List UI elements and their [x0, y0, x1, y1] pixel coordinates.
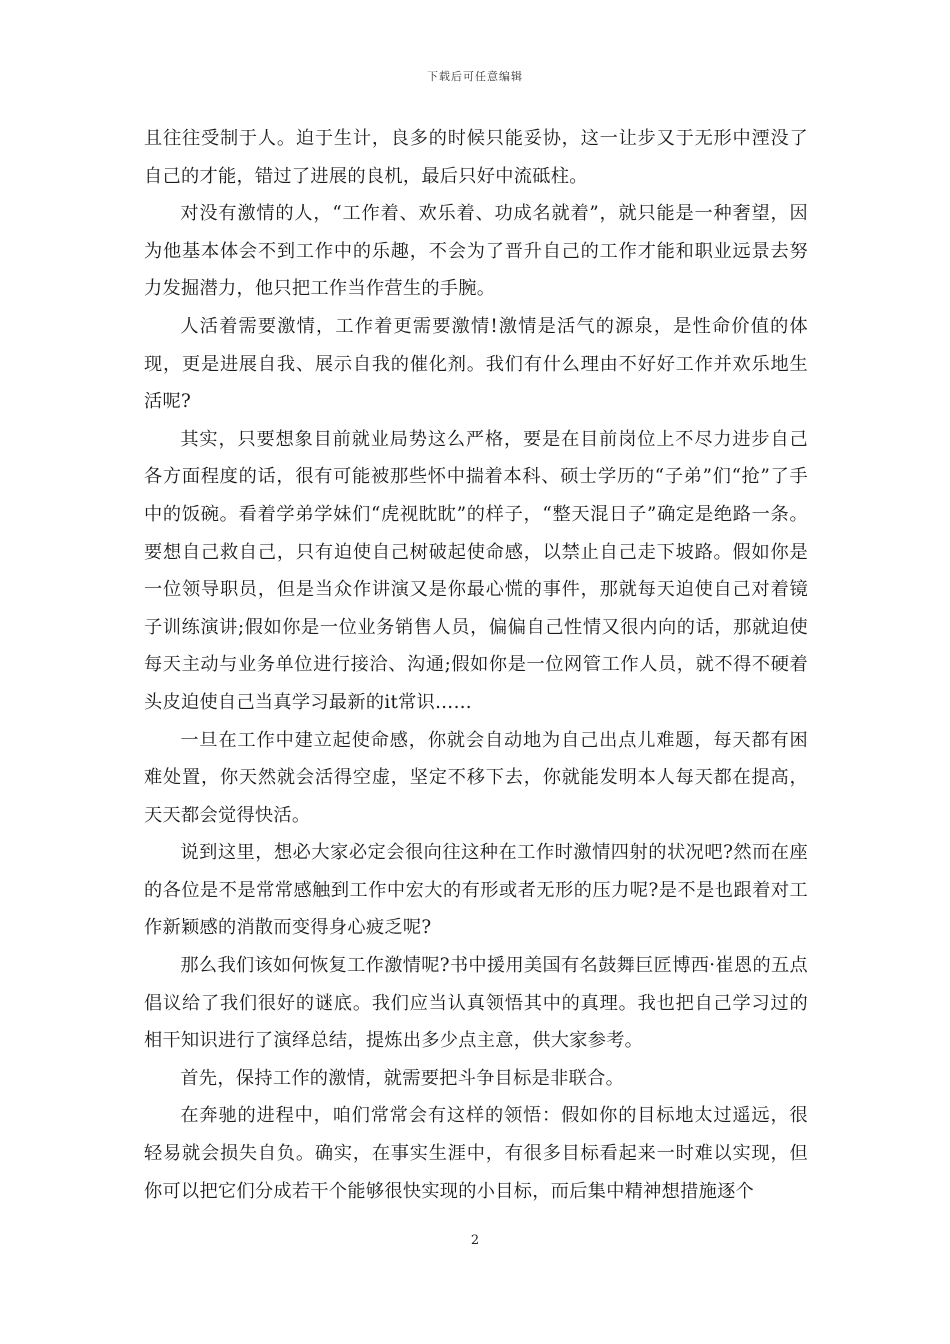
paragraph-continued: 且往往受制于人。迫于生计，良多的时候只能妥协，这一让步又于无形中湮没了自己的才能，错过了进展的良机，最后只好中流砥柱。 — [144, 128, 808, 187]
page-header: 下载后可任意编辑 — [427, 70, 523, 83]
paragraph: 在奔驰的进程中，咱们常常会有这样的领悟：假如你的目标地太过遥远，很轻易就会损失自负。确实，在事实生涯中，有很多目标看起来一时难以实现，但你可以把它们分成若干个能够很快实现的小目标，而后集中精神想措施逐个 — [144, 1105, 808, 1202]
paragraph: 一旦在工作中建立起使命感，你就会自动地为自己出点儿难题，每天都有困难处置，你天然就会活得空虚，坚定不移下去，你就能发明本人每天都在提高，天天都会觉得快活。 — [144, 729, 808, 826]
paragraph: 那么我们该如何恢复工作激情呢?书中援用美国有名鼓舞巨匠博西·崔恩的五点倡议给了我们很好的谜底。我们应当认真领悟其中的真理。我也把自己学习过的相干知识进行了演绎总结，提炼出多少点主意，供大家参考。 — [144, 955, 808, 1052]
paragraph: 其实，只要想象目前就业局势这么严格，要是在目前岗位上不尽力进步自己各方面程度的话，很有可能被那些怀中揣着本科、硕士学历的“子弟”们“抢”了手中的饭碗。看着学弟学妹们“虎视眈眈”的样子，“整天混日子”确定是绝路一条。要想自己救自己，只有迫使自己树破起使命感，以禁止自己走下坡路。假如你是一位领导职员，但是当众作讲演又是你最心慌的事件，那就每天迫使自己对着镜子训练演讲;假如你是一位业务销售人员，偏偏自己性情又很内向的话，那就迫使每天主动与业务单位进行接洽、沟通;假如你是一位网管工作人员，就不得不硬着头皮迫使自己当真学习最新的it常识…… — [144, 428, 808, 713]
document-body — [144, 120, 808, 1210]
page-number: 2 — [470, 1233, 480, 1248]
paragraph: 人活着需要激情，工作着更需要激情!激情是活气的源泉，是性命价值的体现，更是进展自我、展示自我的催化剂。我们有什么理由不好好工作并欢乐地生活呢? — [144, 315, 808, 413]
paragraph: 说到这里，想必大家必定会很向往这种在工作时激情四射的状况吧?然而在座的各位是不是常常感触到工作中宏大的有形或者无形的压力呢?是不是也跟着对工作新颖感的消散而变得身心疲乏呢? — [144, 842, 808, 939]
paragraph: 首先，保持工作的激情，就需要把斗争目标是非联合。 — [180, 1067, 625, 1089]
paragraph: 对没有激情的人，“工作着、欢乐着、功成名就着”，就只能是一种奢望，因为他基本体会不到工作中的乐趣，不会为了晋升自己的工作才能和职业远景去努力发掘潜力，他只把工作当作营生的手腕。 — [144, 203, 808, 300]
